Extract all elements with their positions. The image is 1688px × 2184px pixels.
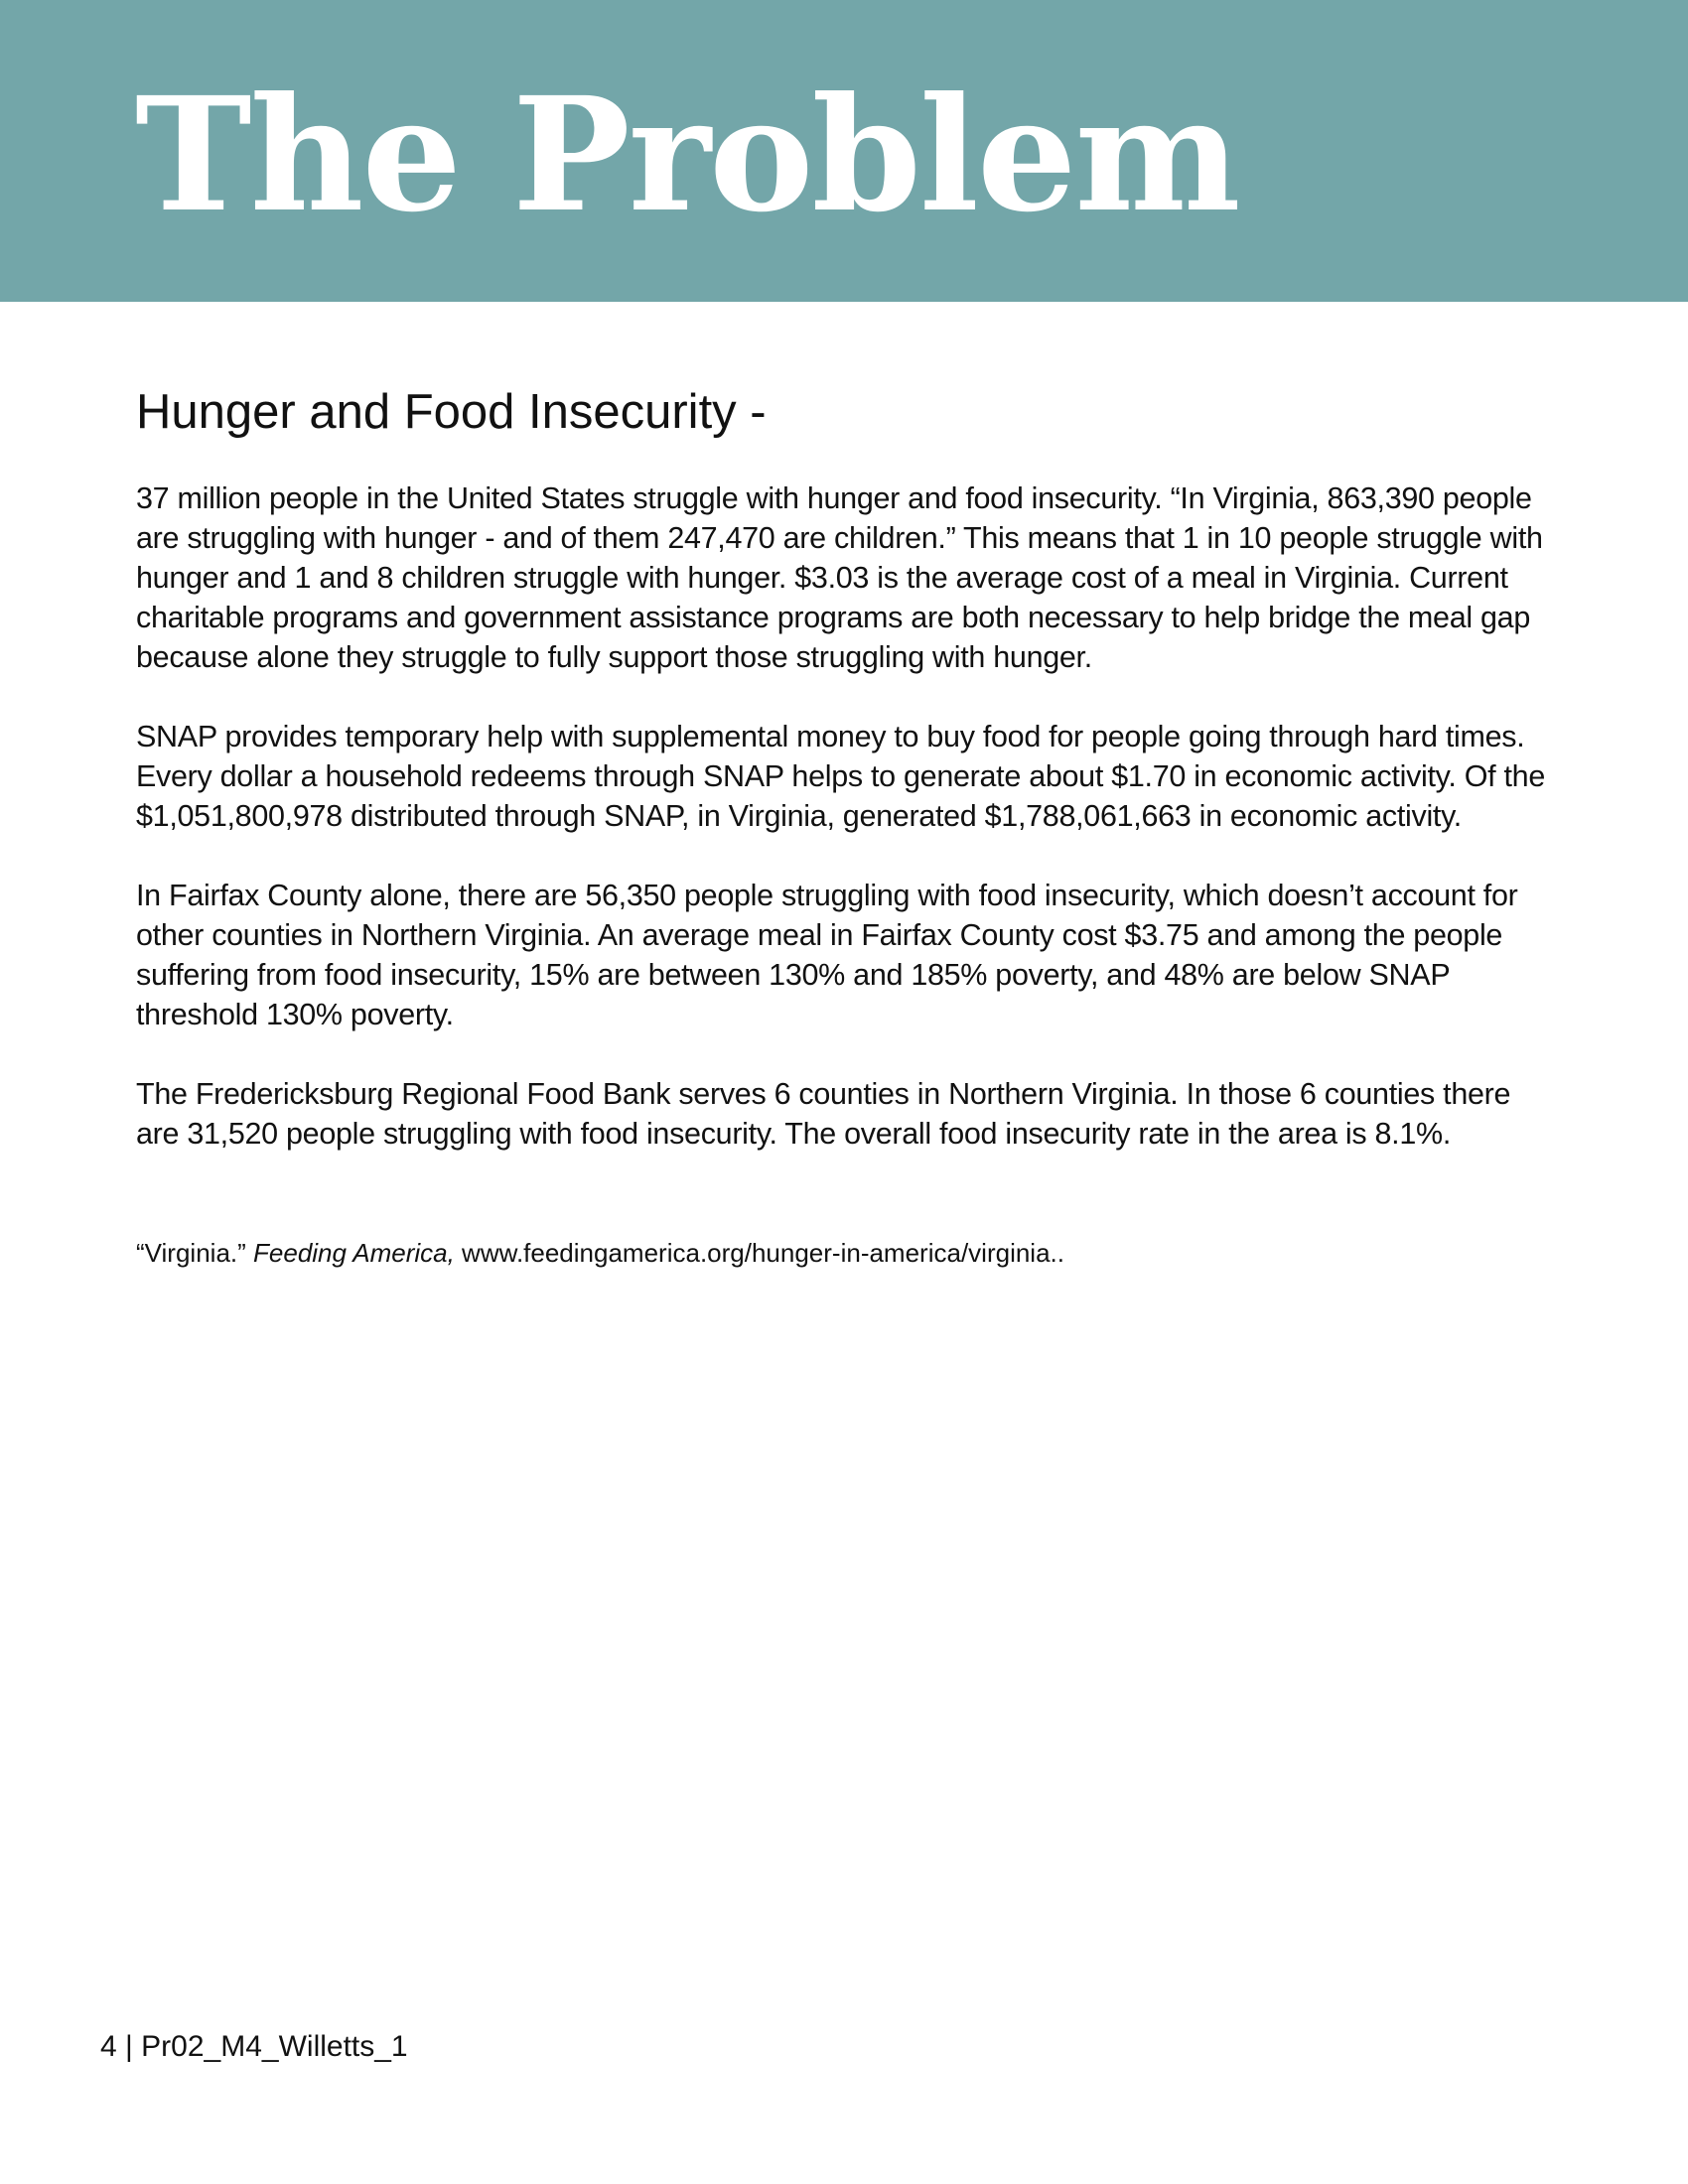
page-number: 4 bbox=[100, 2030, 117, 2063]
citation bbox=[136, 1235, 1064, 1271]
footer-separator: | bbox=[125, 2030, 133, 2063]
page-title: The Problem bbox=[135, 64, 1239, 247]
citation-title: “Virginia.” bbox=[136, 1238, 246, 1268]
page-footer bbox=[100, 2029, 408, 2065]
document-id: Pr02_M4_Willetts_1 bbox=[141, 2030, 408, 2063]
header-band bbox=[0, 0, 1688, 302]
paragraph-snap: SNAP provides temporary help with supplemental money to buy food for people going through hard times. Every dollar a household redeems through SNAP helps to generate about $1.70 in economic activity. Of the $1,051,800,978 distributed through SNAP, in Virginia, generated $1,788,061,663 in economic activity. bbox=[136, 720, 1545, 833]
body-text bbox=[136, 478, 1546, 1193]
citation-source: Feeding America, bbox=[253, 1238, 455, 1268]
paragraph-fredericksburg-food-bank: The Fredericksburg Regional Food Bank serves 6 counties in Northern Virginia. In those 6 counties there are 31,520 people struggling with food insecurity. The overall food insecurity rate in the area is 8.1%. bbox=[136, 1077, 1511, 1151]
paragraph-fairfax-county: In Fairfax County alone, there are 56,350 people struggling with food insecurity, which doesn’t account for other counties in Northern Virginia. An average meal in Fairfax County cost $3.75 and among the people suffering from food insecurity, 15% are between 130% and 185% poverty, and 48% are below SNAP threshold 130% poverty. bbox=[136, 879, 1518, 1031]
citation-url: www.feedingamerica.org/hunger-in-america/virginia.. bbox=[462, 1238, 1064, 1268]
paragraph-hunger-overview: 37 million people in the United States struggle with hunger and food insecurity. “In Virginia, 863,390 people are struggling with hunger - and of them 247,470 are children.” This means that 1 in 10 people struggle with hunger and 1 and 8 children struggle with hunger. $3.03 is the average cost of a meal in Virginia. Current charitable programs and government assistance programs are both necessary to help bridge the meal gap because alone they struggle to fully support those struggling with hunger. bbox=[136, 481, 1543, 674]
section-heading: Hunger and Food Insecurity - bbox=[136, 385, 767, 439]
